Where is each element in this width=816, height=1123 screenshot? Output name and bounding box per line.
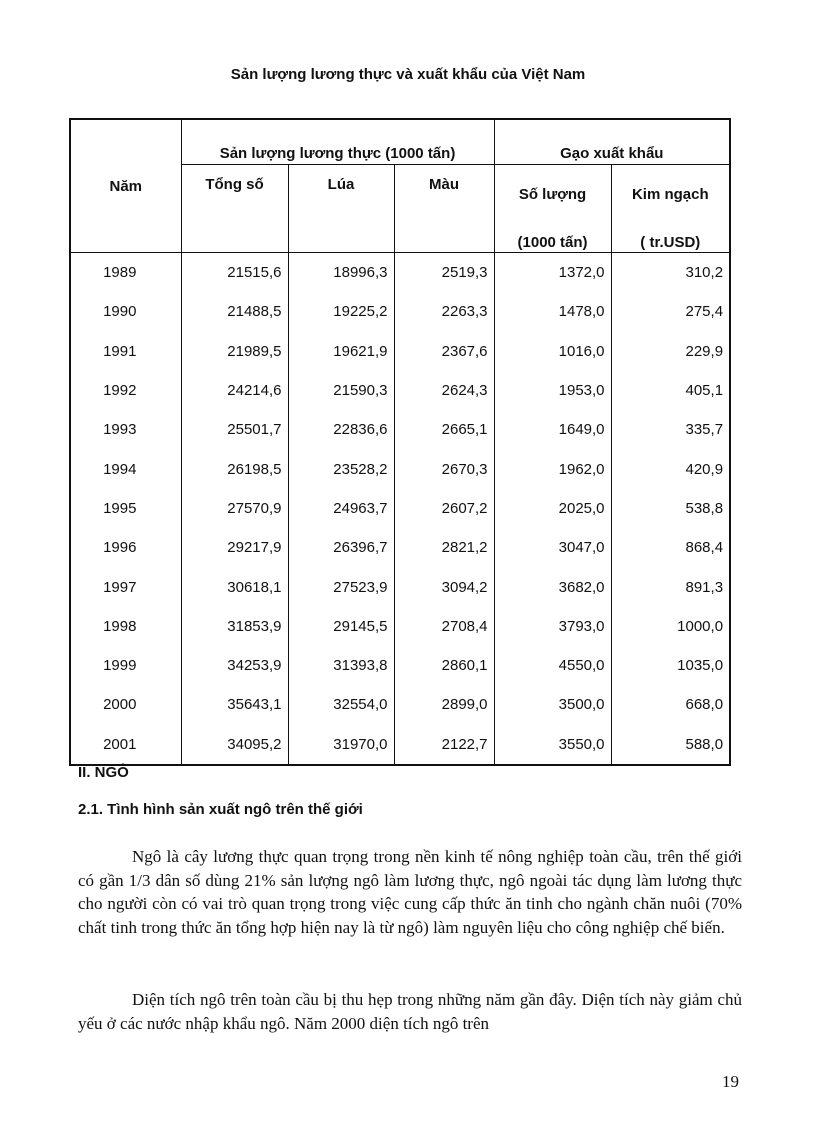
cell-secondary: 2122,7 xyxy=(394,725,494,765)
cell-quantity: 4550,0 xyxy=(494,646,611,685)
cell-value: 538,8 xyxy=(685,499,724,517)
table-body xyxy=(70,253,730,765)
cell-rice: 29145,5 xyxy=(288,607,394,646)
cell-value: 335,7 xyxy=(685,421,724,439)
header-value-line1: Kim ngạch xyxy=(631,186,709,203)
cell-year: 1992 xyxy=(70,371,181,410)
table-row xyxy=(70,646,730,685)
cell-quantity: 3682,0 xyxy=(494,567,611,606)
cell-value: 405,1 xyxy=(685,382,724,400)
cell-total: 27570,9 xyxy=(181,489,288,528)
cell-rice: 31393,8 xyxy=(288,646,394,685)
cell-value: 275,4 xyxy=(685,303,724,321)
cell-rice: 26396,7 xyxy=(288,528,394,567)
cell-year: 1998 xyxy=(70,607,181,646)
header-total: Tổng số xyxy=(181,165,288,253)
cell-secondary: 2607,2 xyxy=(394,489,494,528)
cell-secondary: 2821,2 xyxy=(394,528,494,567)
cell-total: 30618,1 xyxy=(181,567,288,606)
subsection-heading: 2.1. Tình hình sản xuất ngô trên thế giới xyxy=(78,801,363,818)
cell-rice: 27523,9 xyxy=(288,567,394,606)
cell-value: 229,9 xyxy=(685,342,724,360)
cell-secondary: 2624,3 xyxy=(394,371,494,410)
cell-value: 310,2 xyxy=(685,264,724,282)
cell-total: 21515,6 xyxy=(181,253,288,293)
cell-quantity: 3047,0 xyxy=(494,528,611,567)
cell-year: 1999 xyxy=(70,646,181,685)
table-row xyxy=(70,685,730,724)
table-row xyxy=(70,567,730,606)
table-row xyxy=(70,725,730,765)
table-row xyxy=(70,489,730,528)
cell-secondary: 2670,3 xyxy=(394,449,494,488)
cell-quantity: 1962,0 xyxy=(494,449,611,488)
cell-value: 891,3 xyxy=(685,578,724,596)
table-row xyxy=(70,332,730,371)
paragraph: Diện tích ngô trên toàn cầu bị thu hẹp trong những năm gần đây. Diện tích này giảm chủ yếu ở các nước nhập khẩu ngô. Năm 2000 diện tích ngô trên xyxy=(78,990,742,1033)
header-year: Năm xyxy=(70,119,181,253)
cell-rice: 32554,0 xyxy=(288,685,394,724)
cell-secondary: 2860,1 xyxy=(394,646,494,685)
table-row xyxy=(70,410,730,449)
cell-secondary: 2367,6 xyxy=(394,332,494,371)
cell-value: 1035,0 xyxy=(677,657,724,675)
cell-rice: 21590,3 xyxy=(288,371,394,410)
cell-year: 1989 xyxy=(70,253,181,293)
header-rice: Lúa xyxy=(288,165,394,253)
cell-quantity: 2025,0 xyxy=(494,489,611,528)
table-row xyxy=(70,371,730,410)
cell-secondary: 2519,3 xyxy=(394,253,494,293)
header-value-line2: ( tr.USD) xyxy=(640,234,701,251)
cell-year: 2000 xyxy=(70,685,181,724)
cell-total: 21488,5 xyxy=(181,292,288,331)
cell-total: 35643,1 xyxy=(181,685,288,724)
cell-total: 34253,9 xyxy=(181,646,288,685)
header-group-production: Sản lượng lương thực (1000 tấn) xyxy=(181,119,494,165)
table-row xyxy=(70,292,730,331)
cell-quantity: 1372,0 xyxy=(494,253,611,293)
cell-rice: 22836,6 xyxy=(288,410,394,449)
header-quantity xyxy=(494,165,611,253)
cell-total: 34095,2 xyxy=(181,725,288,765)
table-row xyxy=(70,528,730,567)
cell-year: 1990 xyxy=(70,292,181,331)
header-secondary-crops: Màu xyxy=(394,165,494,253)
production-export-table xyxy=(69,118,731,766)
cell-quantity: 1478,0 xyxy=(494,292,611,331)
cell-total: 26198,5 xyxy=(181,449,288,488)
cell-year: 1993 xyxy=(70,410,181,449)
cell-total: 24214,6 xyxy=(181,371,288,410)
cell-rice: 18996,3 xyxy=(288,253,394,293)
cell-year: 1995 xyxy=(70,489,181,528)
cell-rice: 19621,9 xyxy=(288,332,394,371)
cell-total: 21989,5 xyxy=(181,332,288,371)
cell-year: 1997 xyxy=(70,567,181,606)
header-group-export: Gạo xuất khẩu xyxy=(494,119,730,165)
cell-secondary: 2708,4 xyxy=(394,607,494,646)
cell-secondary: 2899,0 xyxy=(394,685,494,724)
cell-secondary: 2263,3 xyxy=(394,292,494,331)
header-quantity-line1: Số lượng xyxy=(518,186,587,203)
cell-rice: 24963,7 xyxy=(288,489,394,528)
table-title: Sản lượng lương thực và xuất khẩu của Việt Nam xyxy=(230,66,586,83)
header-quantity-line2: (1000 tấn) xyxy=(517,234,588,251)
table-row xyxy=(70,607,730,646)
section-heading: II. NGÔ xyxy=(78,764,129,781)
cell-total: 29217,9 xyxy=(181,528,288,567)
cell-quantity: 3500,0 xyxy=(494,685,611,724)
paragraph: Ngô là cây lương thực quan trọng trong nền kinh tế nông nghiệp toàn cầu, trên thế giới có gần 1/3 dân số dùng 21% sản lượng ngô làm lương thực, ngô ngoài tác dụng làm lương thực cho người còn có vai trò quan trọng trong việc cung cấp thức ăn tinh cho ngành chăn nuôi (70% chất tinh trong thức ăn tổng hợp hiện nay là từ ngô) làm nguyên liệu cho công nghiệp chế biến. xyxy=(78,847,742,937)
cell-year: 1991 xyxy=(70,332,181,371)
cell-value: 868,4 xyxy=(685,539,724,557)
cell-rice: 19225,2 xyxy=(288,292,394,331)
cell-value: 668,0 xyxy=(685,696,724,714)
cell-secondary: 3094,2 xyxy=(394,567,494,606)
cell-year: 2001 xyxy=(70,725,181,765)
cell-value: 588,0 xyxy=(685,735,724,753)
page-number: 19 xyxy=(722,1072,739,1091)
cell-year: 1996 xyxy=(70,528,181,567)
cell-quantity: 3550,0 xyxy=(494,725,611,765)
table-row xyxy=(70,449,730,488)
cell-quantity: 1953,0 xyxy=(494,371,611,410)
cell-total: 25501,7 xyxy=(181,410,288,449)
cell-quantity: 1016,0 xyxy=(494,332,611,371)
cell-quantity: 1649,0 xyxy=(494,410,611,449)
cell-year: 1994 xyxy=(70,449,181,488)
cell-rice: 31970,0 xyxy=(288,725,394,765)
header-value xyxy=(611,165,730,253)
table-row xyxy=(70,253,730,293)
cell-value: 420,9 xyxy=(685,460,724,478)
cell-rice: 23528,2 xyxy=(288,449,394,488)
cell-value: 1000,0 xyxy=(677,617,724,635)
cell-quantity: 3793,0 xyxy=(494,607,611,646)
cell-secondary: 2665,1 xyxy=(394,410,494,449)
cell-total: 31853,9 xyxy=(181,607,288,646)
